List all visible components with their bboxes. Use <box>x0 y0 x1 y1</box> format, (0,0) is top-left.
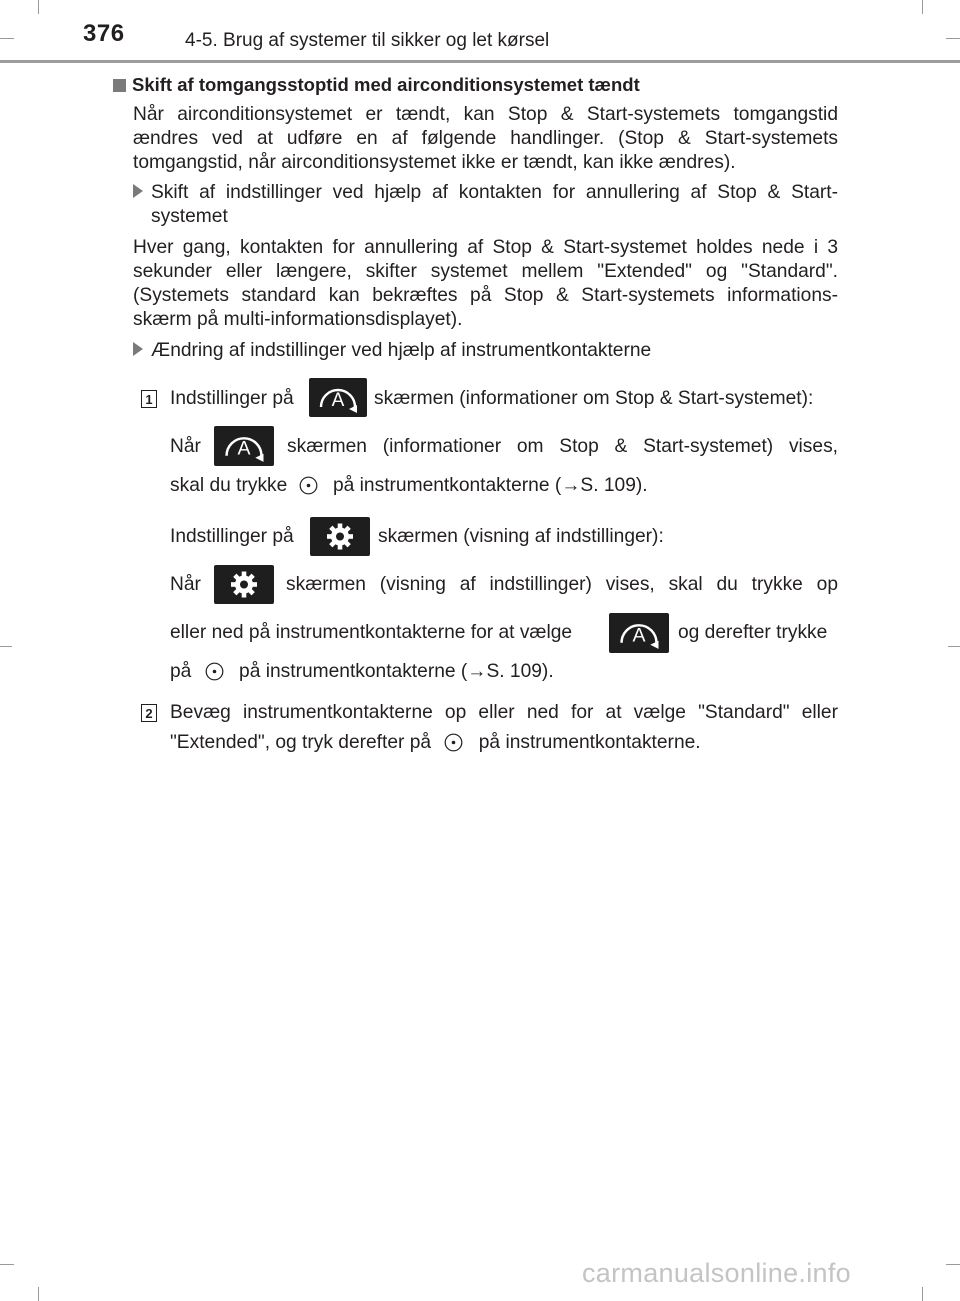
step-text: skærmen (visning af indstillinger): <box>378 526 664 547</box>
step-text: eller ned på instrumentkontakterne for at vælge <box>170 622 573 643</box>
svg-text:A: A <box>632 624 646 647</box>
auto-stop-start-icon <box>214 426 274 466</box>
ok-button-icon <box>205 662 224 681</box>
crop-mark <box>38 1287 39 1301</box>
gear-icon <box>214 565 274 604</box>
step-text: Indstillinger på <box>170 526 294 547</box>
svg-text:A: A <box>237 437 251 460</box>
step-text-part: på instrumentkontakterne (→S. 109). <box>239 661 554 682</box>
step-text-part: på instrumentkontakterne (→S. 109). <box>333 475 648 496</box>
triangle-bullet-icon <box>133 342 143 360</box>
bullet-body: Hver gang, kontakten for annullering af Stop & Start-systemet holdes nede i 3 sekunder eller længere, skifter systemet mellem "Extended" og "Standard". (Systemets standard kan bekræftes på Stop & Start-systemets informations-skærm på multi-informationsdisplayet). <box>133 237 838 330</box>
crop-mark <box>946 38 960 39</box>
crop-mark <box>38 0 39 14</box>
step-number-badge: 2 <box>141 704 157 722</box>
page-number: 376 <box>83 20 125 47</box>
step-text-part: på <box>170 661 192 682</box>
step-text-part: skal du trykke <box>170 475 288 496</box>
step-text: skærmen (informationer om Stop & Start-systemet): <box>374 388 814 409</box>
step-text: Når <box>170 574 201 595</box>
gear-icon <box>310 517 370 556</box>
step-text <box>170 660 554 684</box>
ok-button-icon <box>444 733 463 752</box>
square-bullet-icon <box>113 79 126 92</box>
bullet-title: Skift af indstillinger ved hjælp af kontakten for annullering af Stop & Start-systemet <box>151 182 838 227</box>
step-text: skærmen (visning af indstillinger) vises, skal du trykke op <box>286 574 838 595</box>
header-rule <box>0 60 960 63</box>
step-text: Bevæg instrumentkontakterne op eller ned for at vælge "Standard" eller <box>170 702 838 723</box>
step-text-part: på instrumentkontakterne. <box>478 732 701 753</box>
step-text <box>170 731 701 755</box>
crop-mark <box>948 646 960 647</box>
triangle-bullet-icon <box>133 184 143 202</box>
crop-mark <box>946 1264 960 1265</box>
watermark: carmanualsonline.info <box>582 1258 851 1288</box>
auto-stop-start-icon <box>309 378 367 417</box>
crop-mark <box>0 646 12 647</box>
bullet-title: Ændring af indstillinger ved hjælp af instrumentkontakterne <box>151 340 652 361</box>
ok-button-icon <box>299 476 318 495</box>
crop-mark <box>0 38 14 39</box>
section-heading <box>113 74 640 96</box>
step-text: Når <box>170 436 201 457</box>
section-title: 4-5. Brug af systemer til sikker og let kørsel <box>185 30 550 51</box>
svg-text:A: A <box>331 390 345 411</box>
step-text-part: "Extended", og tryk derefter på <box>170 732 432 753</box>
auto-stop-start-icon <box>609 613 669 653</box>
step-text: Indstillinger på <box>170 388 294 409</box>
crop-mark <box>922 0 923 14</box>
intro-paragraph: Når airconditionsystemet er tændt, kan Stop & Start-systemets tomgangstid ændres ved at udføre en af følgende handlinger. (Stop & Start-systemets tomgangstid, når airconditionsystemet ikke er tændt, kan ikke ændres). <box>133 104 838 173</box>
step-number-badge: 1 <box>141 390 157 408</box>
crop-mark <box>922 1287 923 1301</box>
step-text: skærmen (informationer om Stop & Start-systemet) vises, <box>287 436 838 457</box>
step-text <box>170 474 648 498</box>
heading-text: Skift af tomgangsstoptid med airconditionsystemet tændt <box>132 74 640 95</box>
step-text: og derefter trykke <box>678 622 828 643</box>
crop-mark <box>0 1264 14 1265</box>
